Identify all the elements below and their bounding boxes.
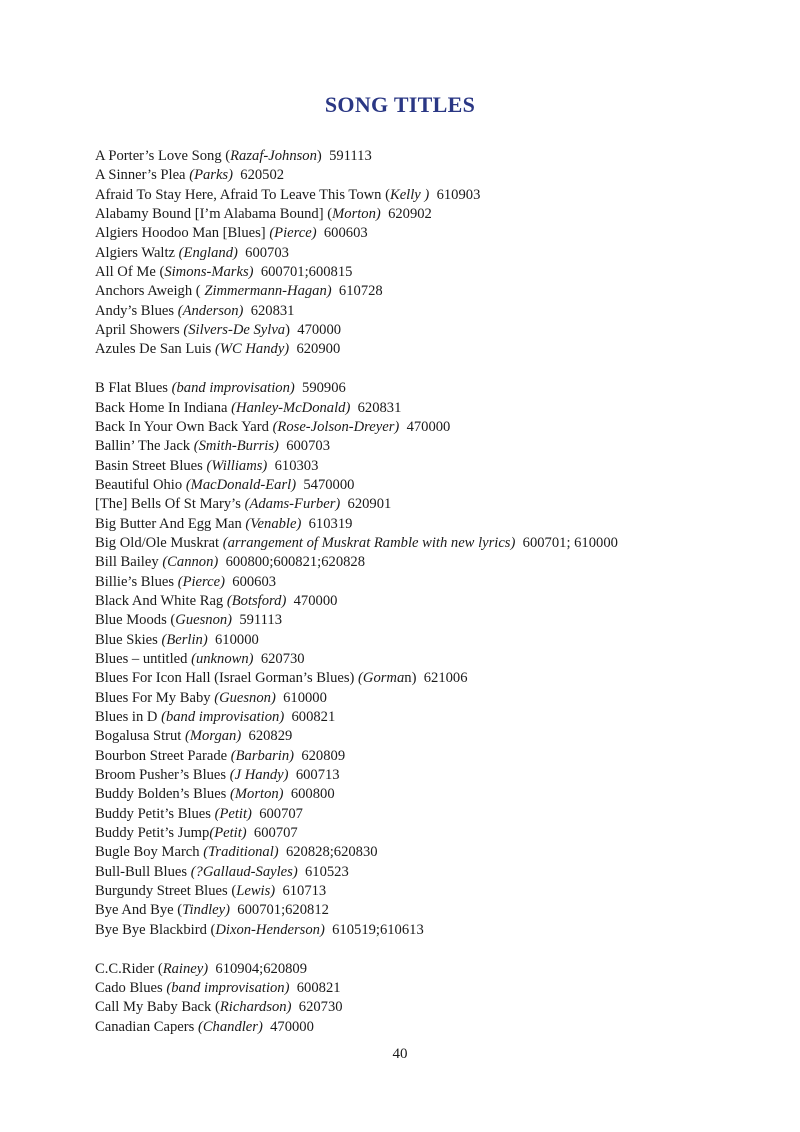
song-entry — [95, 340, 785, 359]
song-entry — [95, 244, 785, 263]
composer: (Silvers-De Sylva — [183, 322, 286, 339]
recording-dates: 600701; 610000 — [522, 534, 618, 551]
composer-suffix: ) — [285, 322, 290, 339]
recording-dates: 591113 — [239, 612, 283, 629]
recording-dates: 610000 — [215, 631, 259, 648]
composer: (J Handy) — [229, 767, 289, 784]
recording-dates: 620828;620830 — [285, 844, 378, 861]
song-entry — [95, 669, 785, 688]
recording-dates: 591113 — [329, 148, 372, 164]
song-title: Black And White Rag — [95, 592, 224, 609]
song-title: Basin Street Blues — [95, 457, 203, 474]
song-entry — [95, 1018, 785, 1037]
song-entry — [95, 457, 785, 476]
song-title: Buddy Petit’s Jump — [95, 825, 210, 842]
song-entry — [95, 611, 785, 630]
composer: (Cannon) — [162, 554, 219, 571]
song-entry — [95, 824, 785, 843]
recording-dates: 600703 — [245, 244, 289, 261]
recording-dates: 620831 — [357, 399, 402, 416]
song-title: Big Butter And Egg Man — [95, 515, 242, 532]
song-title: Big Old/Ole Muskrat — [95, 534, 220, 551]
song-entry — [95, 205, 785, 224]
song-title: Azules De San Luis — [95, 341, 212, 358]
composer: Tindley) — [182, 902, 230, 919]
song-title: A Sinner’s Plea — [95, 167, 186, 184]
composer-prefix: ( — [154, 960, 163, 977]
recording-dates: 5470000 — [303, 476, 355, 493]
song-entry — [95, 166, 785, 185]
composer: (band improvisation) — [161, 709, 285, 726]
recording-dates: 470000 — [293, 592, 338, 609]
composer: (Berlin) — [161, 631, 208, 648]
composer: (Smith-Burris) — [193, 438, 279, 455]
composer-prefix: ( — [381, 186, 390, 203]
song-entry — [95, 863, 785, 882]
song-title: Andy’s Blues — [95, 302, 175, 319]
song-entry — [95, 224, 785, 243]
composer: (Guesnon) — [214, 689, 276, 706]
song-title: Alabamy Bound [I’m Alabama Bound] — [95, 206, 324, 223]
composer: (Adams-Furber) — [244, 496, 341, 513]
composer: (Pierce) — [269, 225, 317, 242]
composer: (Petit) — [214, 805, 252, 822]
song-entry — [95, 882, 785, 901]
composer: (Chandler) — [197, 1018, 263, 1035]
composer-prefix: ( — [206, 921, 216, 938]
recording-dates: 610903 — [436, 186, 481, 203]
composer: (Morgan) — [185, 728, 242, 745]
song-entry — [95, 650, 785, 669]
song-title: Afraid To Stay Here, Afraid To Leave This Town — [95, 186, 382, 203]
song-title: Algiers Waltz — [95, 244, 176, 261]
recording-dates: 620730 — [298, 999, 343, 1016]
composer: Morton) — [332, 206, 381, 223]
song-title: Anchors Aweigh — [95, 283, 193, 300]
recording-dates: 620829 — [248, 728, 293, 745]
composer: (WC Handy) — [214, 341, 290, 358]
song-title: Blue Moods — [95, 612, 167, 629]
recording-dates: 610904;620809 — [215, 960, 308, 977]
composer: (band improvisation) — [171, 380, 295, 397]
song-title: Blues in D — [95, 709, 158, 726]
recording-dates: 600800;600821;620828 — [225, 554, 366, 571]
song-entry — [95, 689, 785, 708]
letter-group — [95, 960, 785, 1037]
letter-group — [95, 147, 785, 360]
song-entry — [95, 186, 785, 205]
composer: (Rose-Jolson-Dreyer) — [272, 418, 400, 435]
song-entry — [95, 302, 785, 321]
song-title: C.C.Rider — [95, 960, 155, 977]
song-entry — [95, 263, 785, 282]
song-entry — [95, 437, 785, 456]
song-entry — [95, 805, 785, 824]
song-title: [The] Bells Of St Mary’s — [95, 496, 241, 513]
recording-dates: 600713 — [295, 767, 340, 784]
composer: (MacDonald-Earl) — [185, 476, 297, 493]
composer: (unknown) — [191, 650, 254, 667]
composer: (Barbarin) — [230, 747, 295, 764]
composer-suffix: n) — [404, 670, 417, 687]
song-entry — [95, 960, 785, 979]
song-title-list — [95, 147, 785, 1056]
song-title: Blues – untitled — [95, 650, 188, 667]
recording-dates: 610728 — [338, 283, 383, 300]
composer: (band improvisation) — [166, 979, 290, 996]
composer-prefix: ( — [155, 264, 165, 281]
composer: Rainey) — [162, 960, 209, 977]
recording-dates: 590906 — [302, 380, 346, 397]
recording-dates: 610000 — [283, 689, 327, 706]
song-entry — [95, 553, 785, 572]
song-title: All Of Me — [95, 264, 156, 281]
composer-prefix: ( — [192, 283, 205, 300]
composer: (Gorma — [358, 670, 405, 687]
composer: (Hanley-McDonald) — [231, 399, 351, 416]
composer: (Petit) — [209, 825, 247, 842]
song-title: Blue Skies — [95, 631, 158, 648]
composer: (Venable) — [245, 515, 302, 532]
composer: (Traditional) — [203, 844, 279, 861]
song-title: Buddy Bolden’s Blues — [95, 786, 227, 803]
recording-dates: 620902 — [388, 206, 432, 223]
song-entry — [95, 379, 785, 398]
song-entry — [95, 399, 785, 418]
recording-dates: 600701;620812 — [237, 902, 329, 919]
composer: Simons-Marks) — [164, 264, 254, 281]
song-entry — [95, 766, 785, 785]
composer-prefix: ( — [211, 999, 220, 1016]
song-title: Bye Bye Blackbird — [95, 921, 207, 938]
composer-prefix: ( — [166, 612, 176, 629]
recording-dates: 600603 — [323, 225, 368, 242]
composer: Dixon-Henderson) — [215, 921, 325, 938]
recording-dates: 470000 — [270, 1018, 314, 1035]
song-entry — [95, 147, 785, 166]
recording-dates: 600707 — [259, 805, 303, 822]
recording-dates: 470000 — [406, 418, 451, 435]
composer: (Parks) — [189, 167, 233, 184]
song-title: Broom Pusher’s Blues — [95, 767, 227, 784]
recording-dates: 620502 — [240, 167, 285, 184]
composer: Kelly ) — [389, 186, 430, 203]
song-title: Bull-Bull Blues — [95, 863, 188, 880]
song-entry — [95, 631, 785, 650]
recording-dates: 600707 — [253, 825, 298, 842]
song-title: Canadian Capers — [95, 1018, 195, 1035]
song-entry — [95, 901, 785, 920]
recording-dates: 610523 — [304, 863, 349, 880]
composer: (England) — [178, 244, 238, 261]
song-entry — [95, 747, 785, 766]
song-title: Beautiful Ohio — [95, 476, 183, 493]
composer: (?Gallaud-Sayles) — [190, 863, 298, 880]
song-title: Bogalusa Strut — [95, 728, 182, 745]
song-title: April Showers — [95, 322, 180, 339]
song-entry — [95, 476, 785, 495]
song-entry — [95, 282, 785, 301]
song-title: Bourbon Street Parade — [95, 747, 228, 764]
composer: Razaf-Johnson — [230, 148, 317, 164]
recording-dates: 470000 — [297, 322, 342, 339]
song-title: Buddy Petit’s Blues — [95, 805, 211, 822]
song-title: Call My Baby Back — [95, 999, 212, 1016]
song-title: Bill Bailey — [95, 554, 159, 571]
song-entry — [95, 534, 785, 553]
composer: Zimmermann-Hagan) — [204, 283, 332, 300]
song-entry — [95, 727, 785, 746]
song-entry — [95, 321, 785, 340]
song-entry — [95, 592, 785, 611]
recording-dates: 600800 — [290, 786, 335, 803]
letter-group — [95, 379, 785, 940]
song-entry — [95, 785, 785, 804]
composer: Lewis) — [236, 883, 276, 900]
song-entry — [95, 921, 785, 940]
recording-dates: 620809 — [301, 747, 346, 764]
song-title: Cado Blues — [95, 979, 163, 996]
song-entry — [95, 708, 785, 727]
song-title: Back In Your Own Back Yard — [95, 418, 269, 435]
song-title: Billie’s Blues — [95, 573, 175, 590]
song-title: Back Home In Indiana — [95, 399, 228, 416]
song-title: Burgundy Street Blues — [95, 883, 228, 900]
composer-prefix: ( — [173, 902, 183, 919]
composer: (Williams) — [206, 457, 268, 474]
recording-dates: 620901 — [347, 496, 392, 513]
composer-suffix: ) — [316, 148, 322, 164]
composer: Richardson) — [219, 999, 292, 1016]
song-entry — [95, 843, 785, 862]
recording-dates: 610519;610613 — [332, 921, 424, 938]
composer: Guesnon) — [175, 612, 233, 629]
recording-dates: 600603 — [232, 573, 277, 590]
song-title: A Porter’s Love Song — [95, 148, 222, 164]
recording-dates: 620730 — [260, 650, 305, 667]
composer: (arrangement of Muskrat Ramble with new lyrics) — [222, 534, 516, 551]
song-entry — [95, 515, 785, 534]
composer: (Anderson) — [177, 302, 244, 319]
recording-dates: 620900 — [296, 341, 341, 358]
recording-dates: 620831 — [250, 302, 295, 319]
song-title: Bye And Bye — [95, 902, 174, 919]
song-title: Blues For My Baby — [95, 689, 211, 706]
song-title: B Flat Blues — [95, 380, 168, 397]
recording-dates: 610319 — [308, 515, 353, 532]
composer-prefix: ( — [227, 883, 237, 900]
recording-dates: 600701;600815 — [260, 264, 353, 281]
song-title: Blues For Icon Hall (Israel Gorman’s Blues) — [95, 670, 355, 687]
song-entry — [95, 573, 785, 592]
recording-dates: 621006 — [423, 670, 468, 687]
song-entry — [95, 418, 785, 437]
recording-dates: 610303 — [274, 457, 319, 474]
recording-dates: 610713 — [282, 883, 327, 900]
composer: (Morton) — [230, 786, 284, 803]
song-title: Ballin’ The Jack — [95, 438, 191, 455]
song-entry — [95, 998, 785, 1017]
composer: (Pierce) — [177, 573, 225, 590]
recording-dates: 600821 — [291, 709, 336, 726]
song-title: Bugle Boy March — [95, 844, 200, 861]
song-entry — [95, 495, 785, 514]
song-entry — [95, 979, 785, 998]
recording-dates: 600821 — [296, 979, 341, 996]
page-number: 40 — [392, 1046, 408, 1062]
composer-prefix: ( — [323, 206, 333, 223]
recording-dates: 600703 — [286, 438, 330, 455]
page-title: SONG TITLES — [324, 92, 476, 117]
composer: (Botsford) — [226, 592, 287, 609]
song-title: Algiers Hoodoo Man [Blues] — [95, 225, 266, 242]
composer-prefix: ( — [221, 148, 231, 164]
